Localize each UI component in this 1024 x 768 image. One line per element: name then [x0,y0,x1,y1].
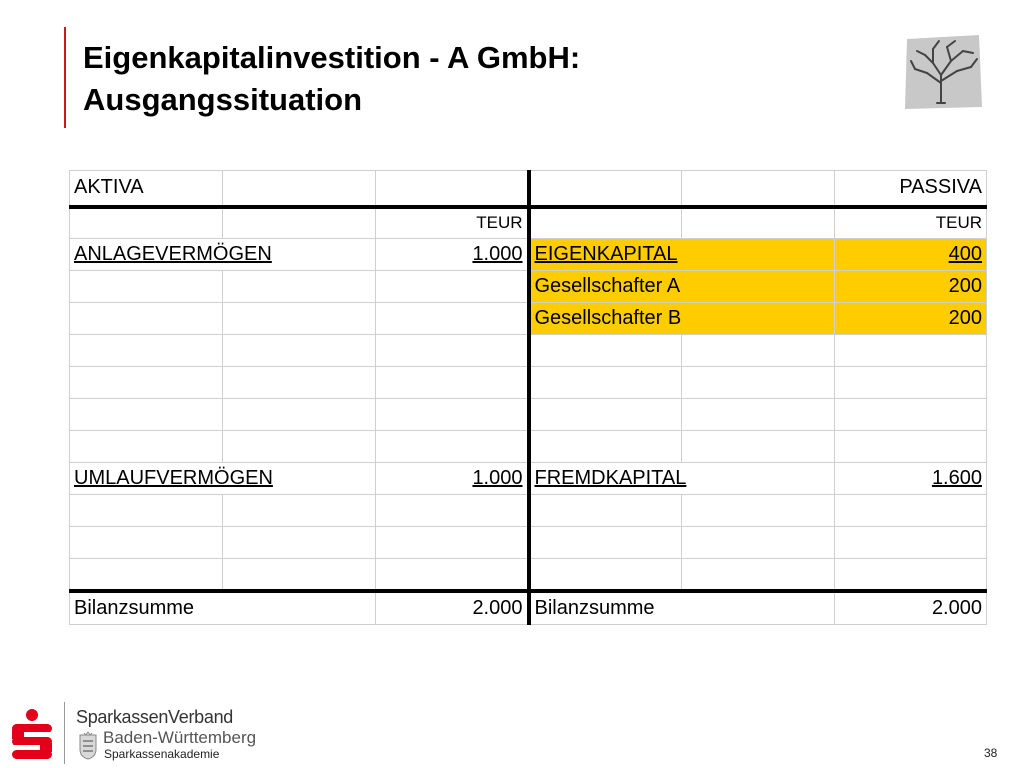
sum-row [70,591,987,625]
row-gesellschafter-b-label: Gesellschafter B [529,303,835,335]
page-number: 38 [984,746,998,760]
table-row [70,431,987,463]
footer-divider [64,702,65,764]
table-row [70,271,987,303]
sum-right-value: 2.000 [835,591,987,625]
unit-left: TEUR [376,207,529,239]
row-eigenkapital-label: EIGENKAPITAL [529,239,835,271]
row-umlaufvermoegen-label: UMLAUFVERMÖGEN [70,463,376,495]
row-gesellschafter-b-value: 200 [835,303,987,335]
table-row [70,463,987,495]
org-region: Baden-Württemberg [103,728,257,747]
table-row [70,367,987,399]
unit-right: TEUR [835,207,987,239]
title-line-2: Ausgangssituation [83,82,363,117]
row-gesellschafter-a-label: Gesellschafter A [529,271,835,303]
row-eigenkapital-value: 400 [835,239,987,271]
tree-logo-icon [903,33,984,111]
page-title [83,37,580,121]
title-accent-rule [64,27,66,128]
table-row [70,335,987,367]
row-fremdkapital-label: FREMDKAPITAL [529,463,835,495]
table-row [70,527,987,559]
row-umlaufvermoegen-value: 1.000 [376,463,529,495]
academy-name: Sparkassenakademie [104,747,220,761]
coat-of-arms-icon [77,731,99,761]
table-row [70,399,987,431]
sparkasse-s-logo-icon [10,708,54,760]
row-gesellschafter-a-value: 200 [835,271,987,303]
header-passiva: PASSIVA [835,171,987,207]
unit-row [70,207,987,239]
table-header-row [70,171,987,207]
row-anlagevermoegen-label: ANLAGEVERMÖGEN [70,239,376,271]
balance-sheet-table [69,170,987,625]
table-row [70,303,987,335]
row-anlagevermoegen-value: 1.000 [376,239,529,271]
sum-left-label: Bilanzsumme [70,591,376,625]
sum-left-value: 2.000 [376,591,529,625]
table-row [70,559,987,591]
row-fremdkapital-value: 1.600 [835,463,987,495]
header-aktiva: AKTIVA [70,171,223,207]
title-line-1: Eigenkapitalinvestition - A GmbH: [83,40,581,75]
org-name: SparkassenVerband [76,707,234,727]
table-row [70,239,987,271]
table-row [70,495,987,527]
sum-right-label: Bilanzsumme [529,591,835,625]
